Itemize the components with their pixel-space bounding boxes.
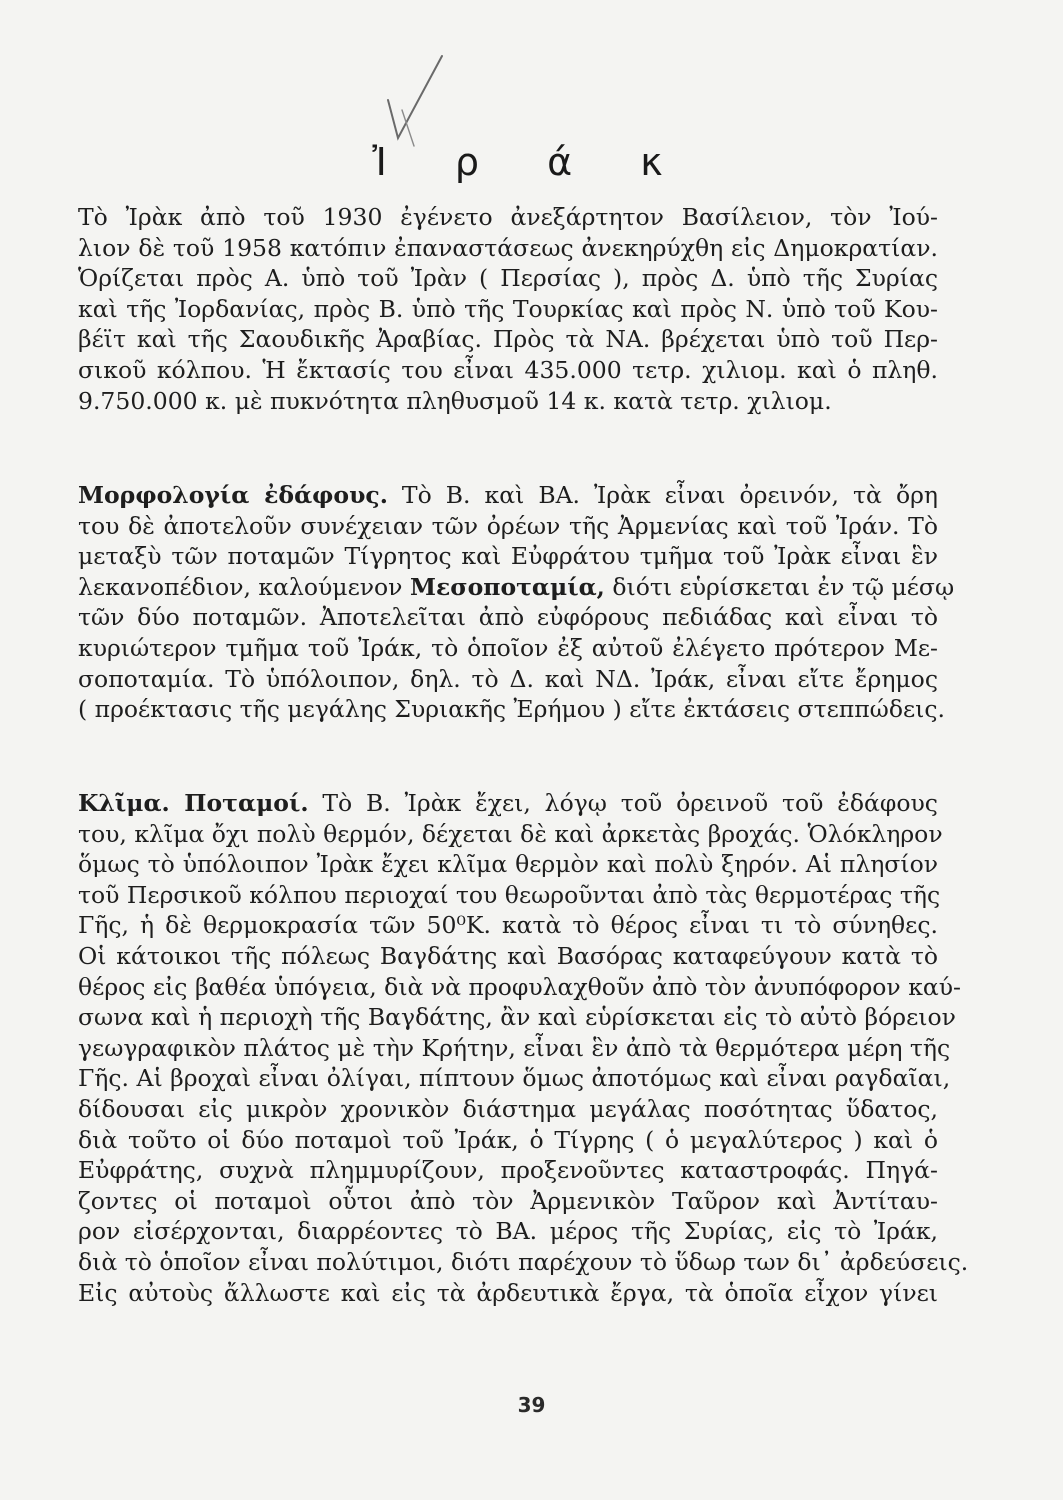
text-line (78, 480, 938, 511)
text-line: τοῦ Περσικοῦ κόλπου περιοχαί του θεωροῦνται ἀπὸ τὰς θερμοτέρας τῆς (78, 880, 941, 909)
text-line: γεωγραφικὸν πλάτος μὲ τὴν Κρήτην, εἶναι ἓν ἀπὸ τὰ θερμότερα μέρη τῆς (78, 1033, 951, 1062)
text-line (78, 572, 955, 603)
text-line: διὰ τοῦτο οἱ δύο ποταμοὶ τοῦ Ἰράκ, ὁ Τίγρης ( ὁ μεγαλύτερος ) καὶ ὁ (78, 1125, 938, 1154)
text-line: διὰ τὸ ὁποῖον εἶναι πολύτιμοι, διότι παρέχουν τὸ ὕδωρ των δι᾽ ἀρδεύσεις. (78, 1247, 969, 1276)
text-line: Γῆς. Αἱ βροχαὶ εἶναι ὀλίγαι, πίπτουν ὅμως ἀποτόμως καὶ εἶναι ραγδαῖαι, (78, 1064, 951, 1093)
paragraph-morphology (78, 480, 955, 725)
text-line: Οἱ κάτοικοι τῆς πόλεως Βαγδάτης καὶ Βασόρας καταφεύγουν κατὰ τὸ (78, 941, 938, 970)
text-line: Τὸ Ἰρὰκ ἀπὸ τοῦ 1930 ἐγένετο ἀνεξάρτητον Βασίλειον, τὸν Ἰού- (78, 203, 938, 231)
paragraph-intro (78, 202, 938, 416)
text-line: Ὁρίζεται πρὸς Α. ὑπὸ τοῦ Ἰρὰν ( Περσίας ), πρὸς Δ. ὑπὸ τῆς Συρίας (78, 264, 938, 293)
text-line: δίδουσαι εἰς μικρὸν χρονικὸν διάστημα μεγάλας ποσότητας ὕδατος, (78, 1094, 938, 1123)
text-line: ( προέκτασις τῆς μεγάλης Συριακῆς Ἐρήμου ) εἴτε ἐκτάσεις στεππώδεις. (78, 695, 945, 724)
text-line: βέϊτ καὶ τῆς Σαουδικῆς Ἀραβίας. Πρὸς τὰ ΝΑ. βρέχεται ὑπὸ τοῦ Περ- (78, 325, 938, 354)
paragraph-climate (78, 788, 969, 1308)
handwritten-checkmark-icon (380, 50, 460, 150)
text-line: ὅμως τὸ ὑπόλοιπον Ἰρὰκ ἔχει κλῖμα θερμὸν καὶ πολὺ ξηρόν. Αἱ πλησίον (78, 850, 938, 879)
text-line: του δὲ ἀποτελοῦν συνέχειαν τῶν ὀρέων τῆς Ἀρμενίας καὶ τοῦ Ἰράν. Τὸ (78, 511, 938, 540)
chapter-title: Ἰ ρ ά κ (372, 140, 691, 184)
text-line: 9.750.000 κ. μὲ πυκνότητα πληθυσμοῦ 14 κ. κατὰ τετρ. χιλιομ. (78, 386, 832, 415)
text-run: διότι εὑρίσκεται ἐν τῷ μέσῳ (604, 572, 955, 601)
section-heading-morphology: Μορφολογία ἐδάφους. (78, 481, 388, 509)
text-line: Γῆς, ἡ δὲ θερμοκρασία τῶν 50⁰Κ. κατὰ τὸ θέρος εἶναι τι τὸ σύνηθες. (78, 911, 938, 940)
text-line: τῶν δύο ποταμῶν. Ἀποτελεῖται ἀπὸ εὐφόρους πεδιάδας καὶ εἶναι τὸ (78, 603, 938, 632)
text-line: κυριώτερον τμῆμα τοῦ Ἰράκ, τὸ ὁποῖον ἐξ αὐτοῦ ἐλέγετο πρότερον Με- (78, 633, 938, 662)
text-line: ζοντες οἱ ποταμοὶ οὗτοι ἀπὸ τὸν Ἀρμενικὸν Ταῦρον καὶ Ἀντίταυ- (78, 1186, 938, 1215)
term-mesopotamia: Μεσοποταμία, (409, 572, 605, 601)
text-line: του, κλῖμα ὄχι πολὺ θερμόν, δέχεται δὲ καὶ ἀρκετὰς βροχάς. Ὁλόκληρον (78, 819, 943, 848)
text-line: θέρος εἰς βαθέα ὑπόγεια, διὰ νὰ προφυλαχθοῦν ἀπὸ τὸν ἀνυπόφορον καύ- (78, 972, 961, 1001)
text-line: Εὐφράτης, συχνὰ πλημμυρίζουν, προξενοῦντες καταστροφάς. Πηγά- (78, 1156, 938, 1185)
text-line: σικοῦ κόλπου. Ἡ ἔκτασίς του εἶναι 435.000 τετρ. χιλιομ. καὶ ὁ πληθ. (78, 355, 938, 384)
text-line: καὶ τῆς Ἰορδανίας, πρὸς Β. ὑπὸ τῆς Τουρκίας καὶ πρὸς Ν. ὑπὸ τοῦ Κου- (78, 294, 938, 323)
text-line: Εἰς αὐτοὺς ἄλλωστε καὶ εἰς τὰ ἀρδευτικὰ ἔργα, τὰ ὁποῖα εἶχον γίνει (78, 1278, 938, 1307)
text-line: σοποταμία. Τὸ ὑπόλοιπον, δηλ. τὸ Δ. καὶ ΝΔ. Ἰράκ, εἶναι εἴτε ἔρημος (78, 664, 938, 693)
section-heading-climate: Κλῖμα. Ποταμοί. (78, 789, 309, 817)
text-run: Τὸ Β. καὶ ΒΑ. Ἰρὰκ εἶναι ὀρεινόν, τὰ ὄρη (387, 481, 938, 509)
text-line: ρον εἰσέρχονται, διαρρέοντες τὸ ΒΑ. μέρος τῆς Συρίας, εἰς τὸ Ἰράκ, (78, 1217, 938, 1246)
text-run: λεκανοπέδιον, καλούμενον (78, 572, 410, 601)
text-line (78, 788, 938, 819)
text-line: λιον δὲ τοῦ 1958 κατόπιν ἐπαναστάσεως ἀνεκηρύχθη εἰς Δημοκρατίαν. (78, 233, 938, 262)
text-line: σωνα καὶ ἡ περιοχὴ τῆς Βαγδάτης, ἂν καὶ εὑρίσκεται εἰς τὸ αὐτὸ βόρειον (78, 1003, 956, 1032)
text-line: μεταξὺ τῶν ποταμῶν Τίγρητος καὶ Εὐφράτου τμῆμα τοῦ Ἰρὰκ εἶναι ἓν (78, 542, 938, 571)
text-run: Τὸ Β. Ἰρὰκ ἔχει, λόγῳ τοῦ ὀρεινοῦ τοῦ ἐδάφους (308, 789, 938, 817)
page-number: 39 (517, 1393, 546, 1417)
